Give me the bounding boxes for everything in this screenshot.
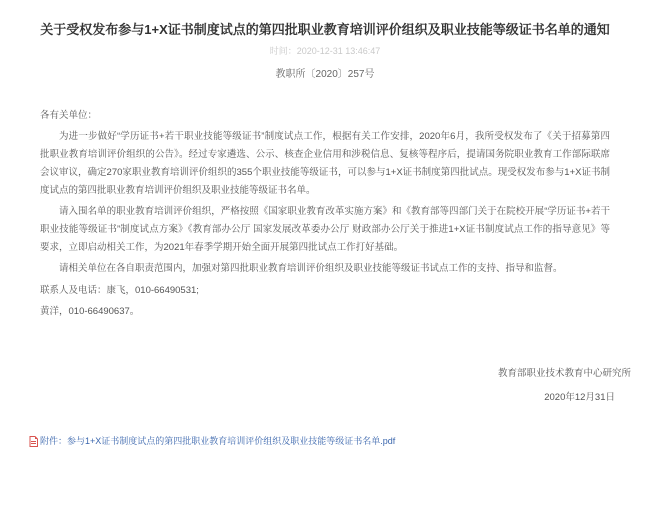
paragraph-3: 请相关单位在各自职责范围内，加强对第四批职业教育培训评价组织及职业技能等级证书试点工作的支持、指导和监督。 [59, 262, 563, 274]
attachment-link[interactable]: 附件：参与1+X证书制度试点的第四批职业教育培训评价组织及职业技能等级证书名单.pdf [40, 435, 396, 446]
paragraph-1: 为进一步做好“学历证书+若干职业技能等级证书”制度试点工作，根据有关工作安排，2020年6月，我所受权发布了《关于招募第四批职业教育培训评价组织的公告》。经过专家遴选、公示、核查企业信用和涉税信息、复核等程序后，提请国务院职业教育工作部际联席会议审议，确定270家职业教育培训评价组织的355个职业技能等级证书，可以参与1+X证书制度第四批试点。现受权发布参与1+X证书制度试点的第四批职业教育培训评价组织及职业技能等级证书名单。 [40, 130, 610, 196]
salutation: 各有关单位： [40, 109, 98, 121]
contact-line-1: 联系人及电话：康飞，010-66490531; [40, 284, 199, 296]
notice-page [0, 21, 650, 509]
publish-time: 时间：2020-12-31 13:46:47 [269, 45, 381, 56]
contact-line-2: 黄洋，010-66490637。 [40, 305, 140, 317]
signature-organization: 教育部职业技术教育中心研究所 [497, 367, 631, 379]
signature-date: 2020年12月31日 [544, 391, 615, 403]
signature-block [0, 365, 650, 407]
paragraph-2: 请入围名单的职业教育培训评价组织，严格按照《国家职业教育改革实施方案》和《教育部等四部门关于在院校开展“学历证书+若干职业技能等级证书”制度试点方案》《教育部办公厅 国家发展改革委办公厅 财政部办公厅关于推进1+X证书制度试点工作的指导意见》等要求，立即启动相关工作，为2021年春季学期开始全面开展第四批试点工作打好基础。 [40, 205, 610, 253]
pdf-file-icon [29, 436, 38, 447]
page-title: 关于受权发布参与1+X证书制度试点的第四批职业教育培训评价组织及职业技能等级证书名单的通知 [40, 22, 610, 37]
attachment-row [29, 435, 650, 448]
notice-body [40, 107, 610, 321]
doc-number: 教职所〔2020〕257号 [275, 68, 375, 80]
